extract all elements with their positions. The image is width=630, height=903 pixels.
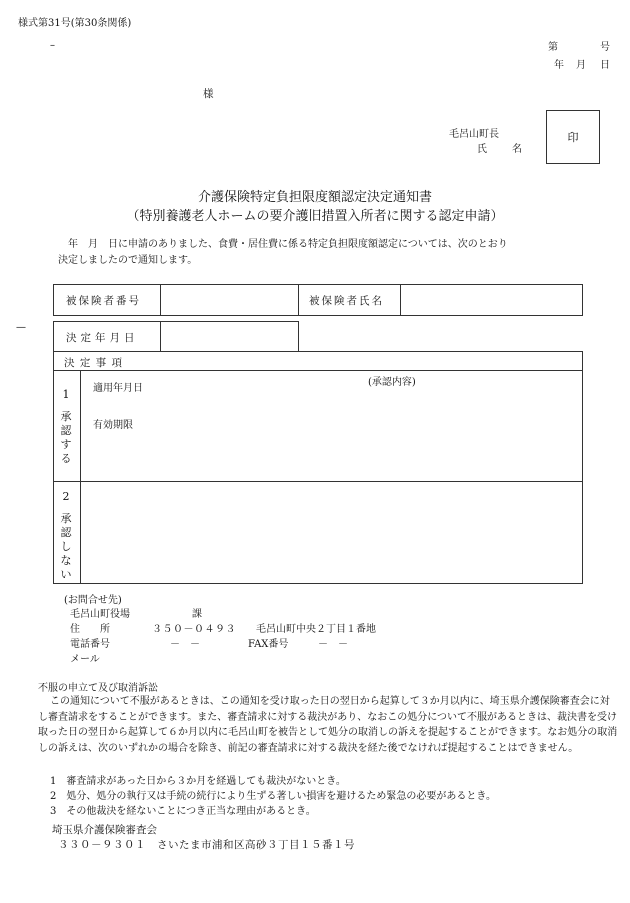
addressee-honorific: 様 <box>203 88 214 100</box>
decision-items-label: 決 定 事 項 <box>64 357 124 369</box>
seal-box <box>546 110 600 164</box>
contact-office: 毛呂山町役場 <box>70 609 130 620</box>
approve-char: 認 <box>60 424 72 437</box>
approve-char: 1 <box>62 388 70 401</box>
document-subtitle: （特別養護老人ホームの要介護旧措置入所者に関する認定申請） <box>126 209 504 224</box>
name-label-part2: 名 <box>512 144 522 155</box>
approve-char <box>59 402 73 410</box>
decision-date-label: 決定年月日 <box>66 332 139 344</box>
intro-line-2: 決定しましたので通知します。 <box>58 255 198 266</box>
number-prefix: 第 <box>548 42 558 53</box>
approve-char: 承 <box>60 410 72 423</box>
council-name: 埼玉県介護保険審査会 <box>52 824 157 836</box>
objection-item-2: 2 処分、処分の執行又は手続の続行により生ずる著しい損害を避けるため緊急の必要があるとき。 <box>50 791 496 802</box>
insured-number-label: 被保険者番号 <box>66 295 141 307</box>
objection-heading: 不服の申立て及び取消訴訟 <box>38 683 158 694</box>
intro-text <box>58 237 618 269</box>
approve-char: る <box>60 452 72 465</box>
reject-char <box>59 504 73 512</box>
date-day: 日 <box>600 60 610 71</box>
divider <box>298 284 299 316</box>
contact-phone-value: － － <box>170 639 200 650</box>
date-month: 月 <box>576 60 586 71</box>
contact-phone-label: 電話番号 <box>70 639 110 650</box>
divider <box>160 284 161 316</box>
contact-fax-label: FAX番号 <box>248 639 289 650</box>
objection-item-3: 3 その他裁決を経ないことにつき正当な理由があるとき。 <box>50 806 316 817</box>
contact-address-label: 住 所 <box>70 624 110 635</box>
contact-fax-value: － － <box>318 639 348 650</box>
contact-postal: ３５０－０４９３ <box>152 624 236 635</box>
validity-label: 有効期限 <box>93 420 133 431</box>
reject-char: し <box>60 540 72 553</box>
date-year: 年 <box>554 60 564 71</box>
reject-char: な <box>60 554 72 567</box>
objection-paragraph: この通知について不服があるときは、この通知を受け取った日の翌日から起算して３か月以内に、埼玉県介護保険審査会に対し審査請求をすることができます。また、審査請求に対する裁決があり、なおこの処分について不服があるときは、裁決書を受け取った日の翌日から起算して６か月以内に毛呂山町を被告として処分の取消しの訴えを提起することができます。なお処分の取消しの訴えは、次のいずれかの場合を除き、前記の審査請求に対する裁決を経た後でなければ提起することはできません。 <box>38 696 618 754</box>
divider <box>400 284 401 316</box>
intro-line-1: 年 月 日に申請のありました、食費・居住費に係る特定負担限度額認定については、次のとおり <box>68 239 508 250</box>
objection-item-1: 1 審査請求があった日から３か月を経過しても裁決がないとき。 <box>50 776 346 787</box>
insured-name-label: 被保険者氏名 <box>309 295 384 307</box>
divider <box>53 481 583 482</box>
contact-address: 毛呂山町中央２丁目１番地 <box>256 624 376 635</box>
divider <box>53 370 583 371</box>
reject-char: 承 <box>60 512 72 525</box>
contact-mail-label: メール <box>70 654 100 665</box>
reject-char: 2 <box>62 490 70 503</box>
side-dash-mark: — <box>16 322 26 333</box>
approval-content-label: (承認内容) <box>368 377 416 388</box>
divider <box>160 321 161 352</box>
reject-label <box>59 490 73 582</box>
divider <box>80 370 81 584</box>
contact-heading: (お問合せ先) <box>64 595 122 606</box>
form-number: 様式第31号(第30条関係) <box>18 18 132 29</box>
approve-char: す <box>60 438 72 451</box>
contact-section: 課 <box>192 609 202 620</box>
council-address: ３３０－９３０１ さいたま市浦和区高砂３丁目１５番１号 <box>58 839 355 851</box>
mayor-title: 毛呂山町長 <box>449 129 499 140</box>
approve-label <box>59 388 73 466</box>
document-title: 介護保険特定負担限度額認定決定通知書 <box>197 190 432 205</box>
dash-mark: – <box>50 40 55 51</box>
number-suffix: 号 <box>600 42 610 53</box>
name-label-part1: 氏 <box>477 144 487 155</box>
reject-char: い <box>60 568 72 581</box>
seal-label: 印 <box>567 131 579 144</box>
applicable-date-label: 適用年月日 <box>93 383 143 394</box>
reject-char: 認 <box>60 526 72 539</box>
